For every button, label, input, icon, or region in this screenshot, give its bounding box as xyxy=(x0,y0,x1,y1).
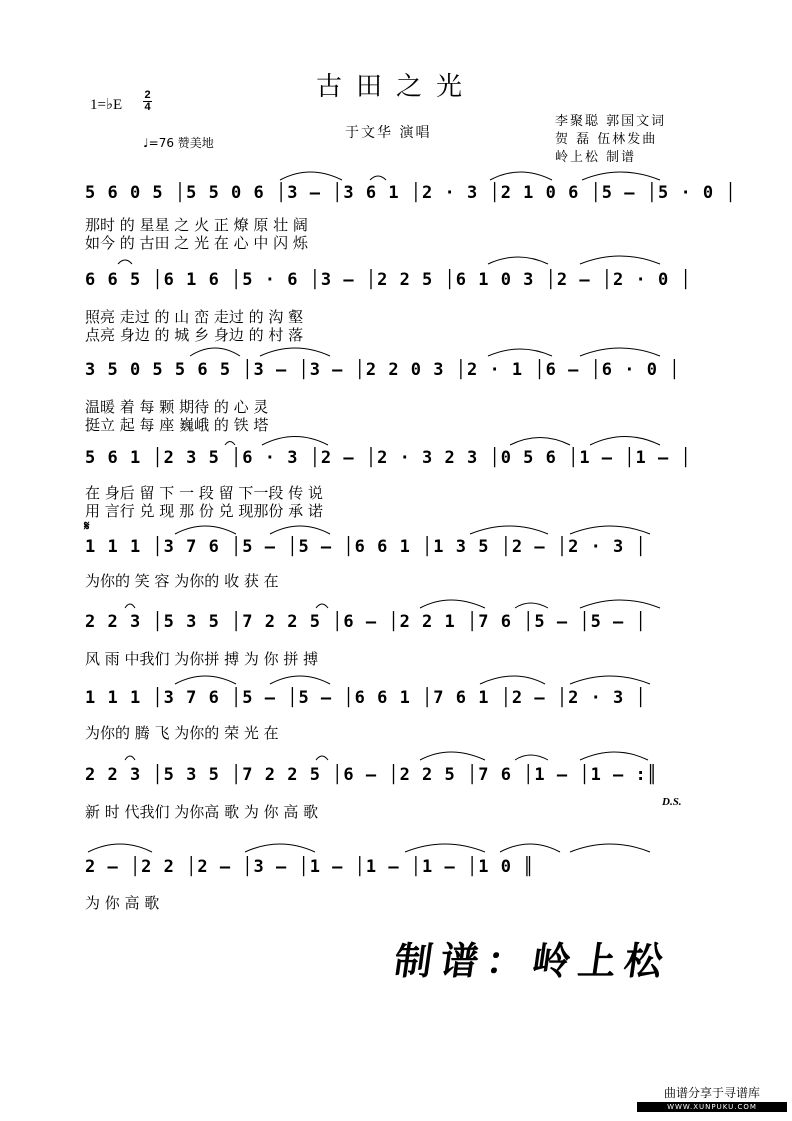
dal-segno-mark: D.S. xyxy=(662,796,682,808)
slur-arc xyxy=(190,348,240,356)
slur-arc xyxy=(590,437,660,446)
slur-arc xyxy=(515,755,548,760)
slur-arc xyxy=(175,526,236,534)
meter-top: 2 xyxy=(144,89,151,101)
arranger-credit: 岭上松 制谱 xyxy=(555,150,637,165)
slur-arc xyxy=(270,526,330,534)
slur-arc xyxy=(225,442,235,446)
slur-arc xyxy=(125,756,135,760)
slur-arc xyxy=(515,603,548,608)
notes-row-4: 5 6 1 │2 3 5 │6 · 3 │2 – │2 · 3 2 3 │0 5 6 │1 – │1 – │ xyxy=(85,448,692,468)
lyrics-row-3-verse-2: 挺立 起 每 座 巍峨 的 铁 塔 xyxy=(85,416,269,434)
slur-arc xyxy=(580,752,648,760)
slur-arc xyxy=(370,176,386,180)
key-signature: 1=♭E xyxy=(90,97,123,113)
slur-arc xyxy=(510,438,570,446)
lyrics-row-1-verse-2: 如今 的 古田 之 光 在 心 中 闪 烁 xyxy=(85,234,308,252)
lyrics-row-6: 风 雨 中我们 为你拼 搏 为 你 拼 搏 xyxy=(85,650,319,668)
notes-row-9: 2 – │2 2 │2 – │3 – │1 – │1 – │1 – │1 0 ║ xyxy=(85,857,535,877)
slur-arc xyxy=(420,752,485,760)
slur-arc xyxy=(125,604,135,608)
slur-arc xyxy=(570,676,650,684)
lyrics-row-1-verse-1: 那时 的 星星 之 火 正 燎 原 壮 阔 xyxy=(85,216,308,234)
singer-credit: 于文华 演唱 xyxy=(345,125,432,141)
lyrics-row-4-verse-2: 用 言行 兑 现 那 份 兑 现那份 承 诺 xyxy=(85,502,323,520)
slur-arc xyxy=(580,256,660,264)
lyrics-row-2-verse-2: 点亮 身边 的 城 乡 身边 的 村 落 xyxy=(85,326,304,344)
slur-arc xyxy=(500,844,560,852)
slur-arc xyxy=(270,676,330,684)
watermark-url: WWW.XUNPUKU.COM xyxy=(637,1102,787,1112)
notes-row-1: 5 6 0 5 │5 5 0 6 │3 – │3 6 1 │2 · 3 │2 1 0 6 │5 – │5 · 0 │ xyxy=(85,183,737,203)
lyrics-row-9: 为 你 高 歌 xyxy=(85,894,160,912)
slur-arc xyxy=(480,676,545,684)
slur-arc xyxy=(118,260,132,264)
slur-arc xyxy=(488,349,552,356)
slur-arc xyxy=(316,604,328,608)
slur-arc xyxy=(280,172,342,180)
notes-row-7: 1 1 1 │3 7 6 │5 – │5 – │6 6 1 │7 6 1 │2 – │2 · 3 │ xyxy=(85,688,647,708)
watermark xyxy=(637,1084,787,1112)
lyrics-row-8: 新 时 代我们 为你高 歌 为 你 高 歌 xyxy=(85,803,319,821)
meter-bottom: 4 xyxy=(144,101,151,113)
arranger-signature: 制谱：岭上松 xyxy=(391,938,674,983)
lyrics-row-7: 为你的 腾 飞 为你的 荣 光 在 xyxy=(85,724,279,742)
slur-arc xyxy=(490,172,552,180)
slur-arc xyxy=(570,844,650,852)
lyrics-row-3-verse-1: 温暖 着 每 颗 期待 的 心 灵 xyxy=(85,398,269,416)
lyrics-row-2-verse-1: 照亮 走过 的 山 峦 走过 的 沟 壑 xyxy=(85,308,304,326)
tempo-marking: ♩=76 赞美地 xyxy=(143,136,214,150)
slur-arc xyxy=(570,526,650,534)
notes-row-8: 2 2 3 │5 3 5 │7 2 2 5 │6 – │2 2 5 │7 6 │1 – │1 – :║ xyxy=(85,765,658,785)
slur-arc xyxy=(260,348,330,356)
notes-row-6: 2 2 3 │5 3 5 │7 2 2 5 │6 – │2 2 1 │7 6 │5 – │5 – │ xyxy=(85,612,647,632)
slur-arc xyxy=(245,844,315,852)
lyricist-credit: 李聚聪 郭国文词 xyxy=(555,114,667,129)
watermark-text: 曲谱分享于寻谱库 xyxy=(663,1086,760,1100)
lyrics-row-4-verse-1: 在 身后 留 下 一 段 留 下一段 传 说 xyxy=(85,484,323,502)
slur-arc xyxy=(488,257,548,264)
notes-row-3: 3 5 0 5 5 6 5 │3 – │3 – │2 2 0 3 │2 · 1 │6 – │6 · 0 │ xyxy=(85,360,681,380)
slur-arc xyxy=(405,844,485,852)
slur-arc xyxy=(580,600,660,608)
slur-arc xyxy=(175,676,236,684)
slur-arc xyxy=(470,526,548,534)
slur-arc xyxy=(580,348,660,356)
song-title: 古田之光 xyxy=(315,72,476,102)
notes-row-2: 6 6 5 │6 1 6 │5 · 6 │3 – │2 2 5 │6 1 0 3 │2 – │2 · 0 │ xyxy=(85,270,692,290)
slur-arc xyxy=(88,844,152,852)
notes-row-5: 1 1 1 │3 7 6 │5 – │5 – │6 6 1 │1 3 5 │2 – │2 · 3 │ xyxy=(85,537,647,557)
lyrics-row-5: 为你的 笑 容 为你的 收 获 在 xyxy=(85,572,279,590)
composer-credit: 贺 磊 伍林发曲 xyxy=(555,132,658,147)
slur-arc xyxy=(582,172,660,180)
segno-sign: 𝄋 xyxy=(84,518,90,533)
slur-arc xyxy=(262,437,328,446)
slur-arc xyxy=(316,756,328,760)
slur-arc xyxy=(420,600,485,608)
